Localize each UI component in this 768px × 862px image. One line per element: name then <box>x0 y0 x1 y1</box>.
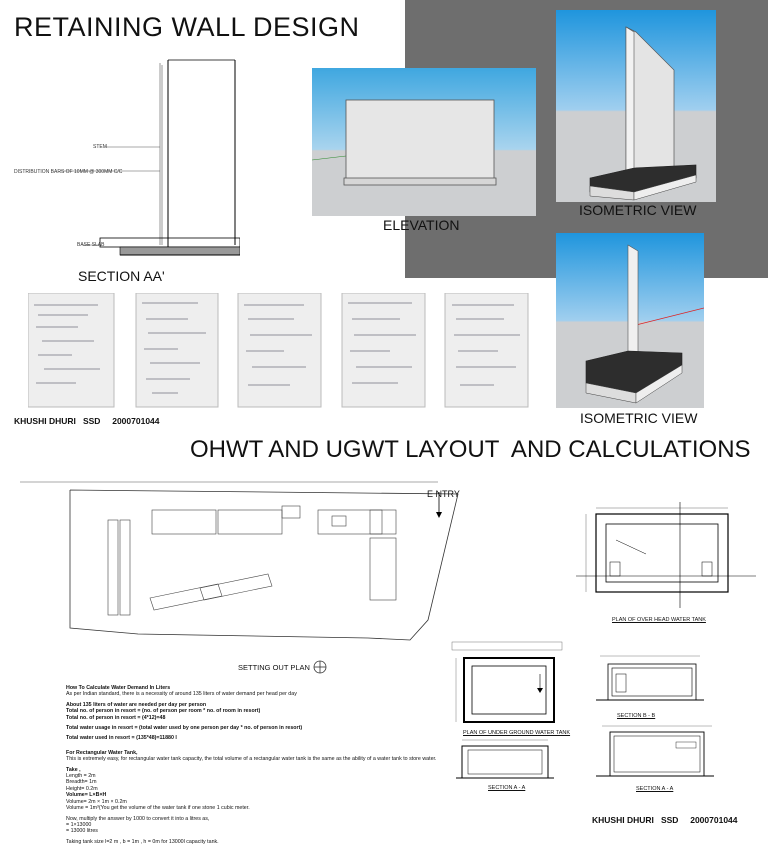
page-title-ohwt-ugwt: OHWT AND UGWT LAYOUT AND CALCULATIONS <box>190 436 751 463</box>
notes-bold-2: Total no. of person in resort = (no. of person per room * no. of room in resort) <box>66 708 261 715</box>
notes-volume-calc: Volume= 2m × 1m × 0.2m <box>66 798 127 805</box>
notes-take: Take , <box>66 766 81 773</box>
ohwt-plan-drawing <box>576 500 756 612</box>
isometric-render-2 <box>556 233 704 408</box>
notes-bold-5: Total water used in resort = (135*48)=11880 l <box>66 735 177 742</box>
ugwt-plan-caption: PLAN OF UNDER GROUND WATER TANK <box>463 730 571 736</box>
notes-rect-text: This is extremely easy, for rectangular water tank capacity, the total volume of a rectangular water tank is the same as the ability of a water tank to store water. <box>66 756 437 763</box>
notes-now: Now, multiply the answer by 1000 to convert it into a litres as, <box>66 815 210 822</box>
section-aa-small-drawing <box>452 738 558 784</box>
setting-out-plan-drawing <box>18 478 468 656</box>
notes-bold-4: Total water usage in resort = (total water used by one person per day * no. of person in resort) <box>66 725 303 732</box>
notes-volume-heading: Volume= L×B×H <box>66 792 107 799</box>
section-aa-right-caption: SECTION A - A <box>636 786 674 792</box>
notes-breadth: Breadth= 1m <box>66 779 97 786</box>
isometric-caption-2: ISOMETRIC VIEW <box>580 410 698 426</box>
ugwt-plan-drawing <box>446 640 566 732</box>
isometric-caption-1: ISOMETRIC VIEW <box>579 202 697 218</box>
author-credit-bottom: KHUSHI DHURI SSD 2000701044 <box>592 815 738 825</box>
page-title-retaining-wall: RETAINING WALL DESIGN <box>14 12 360 42</box>
notes-bold-3: Total no. of person in resort = (4*12)=48 <box>66 714 166 721</box>
notes-intro: As per Indian standard, there is a necessity of around 135 liters of water demand per head per day <box>66 691 297 698</box>
notes-heading: How To Calculate Water Demand In Liters <box>66 685 171 691</box>
setting-out-caption: SETTING OUT PLAN <box>238 663 310 672</box>
annotation-base-slab: BASE SLAB <box>77 242 105 248</box>
notes-height: Height= 0.2m <box>66 785 98 792</box>
section-aa-small-caption: SECTION A - A <box>488 785 526 791</box>
elevation-render <box>312 68 536 216</box>
section-aa-right-drawing <box>592 722 718 784</box>
author-credit-top: KHUSHI DHURI SSD 2000701044 <box>14 416 160 426</box>
notes-calc-2: = 13000 litres <box>66 828 98 835</box>
entry-label: E NTRY <box>427 489 460 499</box>
notes-final: Taking tank size l=2 m , b = 1m , h = 0m for 13000l capacity tank. <box>66 838 219 845</box>
notes-bold-1: About 135 liters of water are needed per day per person <box>66 701 207 708</box>
notes-rect-heading: For Rectangular Water Tank, <box>66 749 138 756</box>
handwritten-calculation-sheets <box>28 293 533 408</box>
section-aa-drawing <box>60 55 240 270</box>
notes-volume-text: Volume = 1m³(You get the volume of the water tank if one stone 1 cubic meter. <box>66 805 250 812</box>
notes-length: Length = 2m <box>66 773 96 780</box>
notes-calc-1: = 1×13000 <box>66 821 92 828</box>
annotation-stem: STEM <box>93 144 107 150</box>
section-bb-caption: SECTION B - B <box>617 713 656 719</box>
annotation-distribution-bars: DISTRIBUTION BARS OF 10MM @ 300MM C/C <box>14 169 123 175</box>
isometric-render-1 <box>556 10 716 202</box>
section-aa-caption: SECTION AA' <box>78 268 165 284</box>
north-arrow-icon <box>313 660 327 674</box>
ohwt-plan-caption: PLAN OF OVER HEAD WATER TANK <box>612 617 706 623</box>
section-bb-drawing <box>590 650 710 712</box>
elevation-caption: ELEVATION <box>383 217 460 233</box>
calculation-notes <box>66 685 446 845</box>
